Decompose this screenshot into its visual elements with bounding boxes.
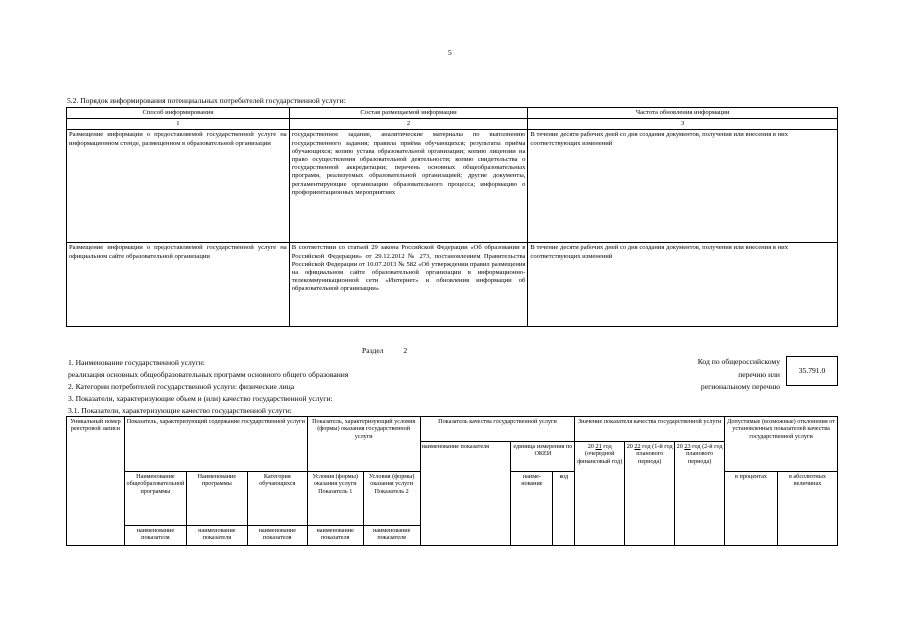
col-name-label: наименование показателя bbox=[247, 525, 307, 545]
header-year-1: 20 21 год (очередной финансовый год) bbox=[575, 441, 625, 545]
header-unit-name: наиме-нование bbox=[511, 471, 553, 545]
header-unique-number: Уникальный номер реестровой записи bbox=[67, 417, 125, 546]
consumer-category: 2. Категории потребителей государственной услуги: физические лица bbox=[68, 382, 295, 391]
info-table bbox=[66, 107, 838, 327]
row-frequency: В течение десяти рабочих дней со дня создания документов, получения или внесения в них соответствующих изменений bbox=[528, 243, 838, 327]
code-label-3: региональному перечню bbox=[700, 382, 780, 391]
service-name-label: 1. Наименование государственной услуги: bbox=[68, 358, 205, 367]
header-values: Значение показателя качества государственной услуги bbox=[575, 417, 725, 442]
section-number: 2 bbox=[403, 346, 408, 355]
code-value-box: 35.791.0 bbox=[786, 356, 838, 386]
table-row bbox=[67, 130, 838, 243]
indicators-title: 3. Показатели, характеризующие объем и (или) качество государственной услуги: bbox=[68, 394, 333, 403]
col-student-category: Категория обучающихся bbox=[247, 471, 307, 525]
header-year-2: 20 22 год (1-й год планового периода) bbox=[625, 441, 675, 545]
quality-indicators-title: 3.1. Показатели, характеризующие качество государственной услуги: bbox=[68, 406, 292, 415]
table-row bbox=[67, 243, 838, 327]
row-frequency: В течение десяти рабочих дней со дня создания документов, получения или внесения в них соответствующих изменений bbox=[528, 130, 838, 243]
code-label-2: перечню или bbox=[738, 370, 780, 379]
section-heading bbox=[362, 346, 407, 355]
header-dev-absolute: в абсолютных величинах bbox=[777, 471, 837, 545]
header-frequency: Частота обновления информации bbox=[528, 108, 838, 119]
row-content: В соответствии со статьей 29 закона Российской Федерации «Об образовании в Российской Федерации» от 29.12.2012 № 273, постановлением Правительства Российской Федерации от 10.07.2013 № 582 «Об утверждении правил размещения на официальном сайте образовательной организации в информационно-телекоммуникационной сети «Интернет» и обновления информации об образовательной организации» bbox=[289, 243, 528, 327]
header-content: Показатель, характеризующий содержание государственной услуги bbox=[124, 417, 307, 442]
col-name-label: наименование показателя bbox=[363, 525, 420, 545]
col-program: Наименование программы bbox=[186, 471, 247, 525]
row-content: государственное задание, аналитические материалы по выполнению государственного задания; правила приёма обучающихся; результаты приёма обучающихся; копию устава образовательной организации; копию лицензии на право осуществления образовательной деятельности; копию свидетельства о государственной аккредитации; перечень основных общеобразовательных программ, реализуемых образовательной организацией; другие документы, регламентирующие организацию образовательного процесса; информацию о профориентационных мероприятиях bbox=[289, 130, 528, 243]
header-method: Способ информирования bbox=[67, 108, 290, 119]
col-name-label: наименование показателя bbox=[124, 525, 186, 545]
service-name: реализация основных общеобразовательных программ основного общего образования bbox=[68, 370, 349, 379]
header-dev-percent: в процентах bbox=[725, 471, 778, 545]
header-num-2: 2 bbox=[289, 119, 528, 130]
col-name-label: наименование показателя bbox=[186, 525, 247, 545]
section-label: Раздел bbox=[362, 346, 384, 355]
header-content: Состав размещаемой информации bbox=[289, 108, 528, 119]
col-program-name: Наименование общеобразовательной программы bbox=[124, 471, 186, 525]
col-name-label: наименование показателя bbox=[307, 525, 363, 545]
header-conditions: Показатель, характеризующий условия (формы) оказания государственной услуги bbox=[307, 417, 420, 442]
header-year-3: 20 23 год (2-й год планового периода) bbox=[675, 441, 725, 545]
col-condition-1: Условия (формы) оказания услуги Показатель 1 bbox=[307, 471, 363, 525]
header-unit-code: код bbox=[553, 471, 575, 545]
row-method: Размещение информации о предоставляемой государственной услуге на официальном сайте образовательной организации bbox=[67, 243, 290, 327]
info-section-title: 5.2. Порядок информирования потенциальных потребителей государственной услуги: bbox=[67, 96, 346, 105]
header-unit: единица измерения по ОКЕИ bbox=[511, 441, 575, 471]
row-method: Размещение информации о предоставляемой государственной услуге на информационном стенде, размещенном в образовательной организации bbox=[67, 130, 290, 243]
header-indicator-name: наименование показателя bbox=[420, 441, 511, 545]
page-number: 5 bbox=[448, 48, 452, 57]
header-quality: Показатель качества государственной услуги bbox=[420, 417, 575, 442]
indicator-table bbox=[66, 416, 838, 546]
header-num-3: 3 bbox=[528, 119, 838, 130]
code-label-1: Код по общероссийскому bbox=[697, 357, 780, 366]
col-condition-2: Условия (формы) оказания услуги Показатель 2 bbox=[363, 471, 420, 525]
header-deviation: Допустимые (возможные) отклонения от установленных показателей качества государственной услуги bbox=[725, 417, 838, 472]
header-num-1: 1 bbox=[67, 119, 290, 130]
